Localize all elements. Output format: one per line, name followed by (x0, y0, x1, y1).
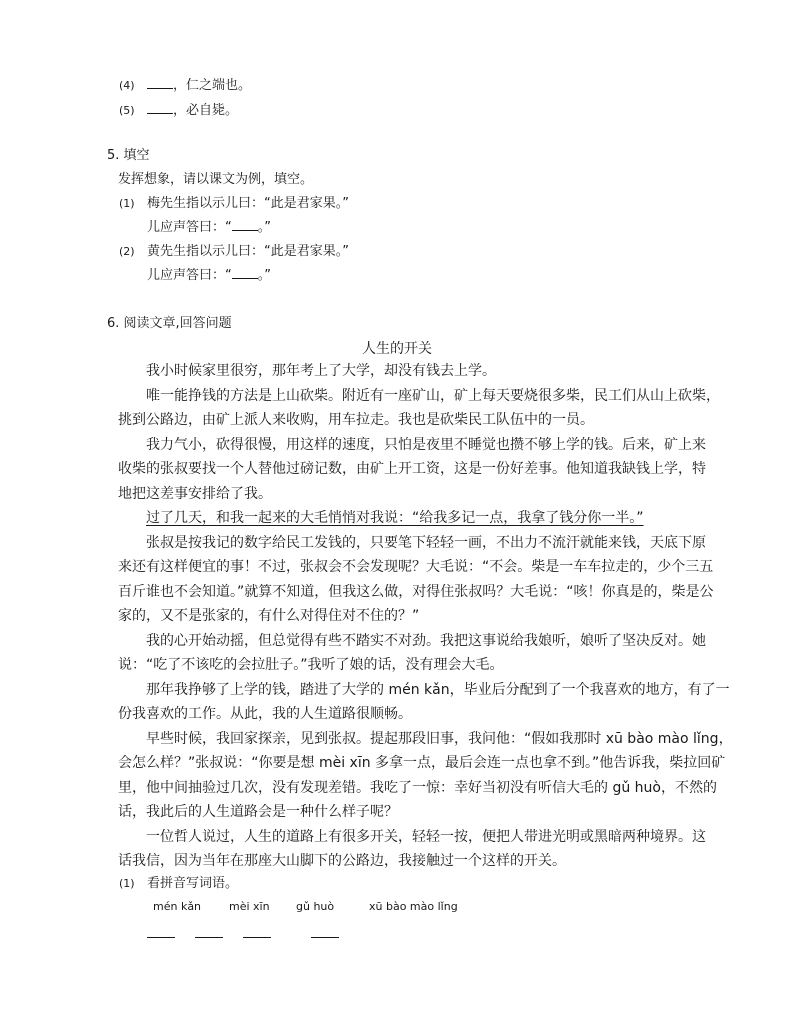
pinyin-prompt: gǔ huò (296, 900, 335, 913)
article-line: 家的，又不是张家的，有什么对得住对不住的？” (118, 608, 420, 624)
article-line: 份我喜欢的工作。从此，我的人生道路很顺畅。 (118, 706, 412, 722)
article-line: 挑到公路边，由矿上派人来收购，用车拉走。我也是砍柴民工队伍中的一员。 (118, 412, 594, 428)
article-line: 我的心开始动摇，但总觉得有些不踏实不对劲。我把这事说给我娘听，娘听了坚决反对。她 (146, 633, 706, 649)
answer-blank[interactable] (311, 937, 339, 938)
pinyin-prompt: mén kǎn (153, 900, 202, 913)
fill-item-5 (147, 101, 238, 121)
question-5-instruction: 发挥想象，请以课文为例，填空。 (118, 172, 314, 187)
article-line: 话，我此后的人生道路会是一种什么样子呢？ (118, 804, 398, 820)
item-number: (1) (119, 877, 135, 890)
pinyin-prompt: mèi xīn (229, 900, 270, 913)
pinyin-prompt: xū bào mào lǐng (369, 900, 458, 913)
answer-blank[interactable] (232, 266, 258, 279)
article-line: 一位哲人说过，人生的道路上有很多开关，轻轻一按，便把人带进光明或黑暗两种境界。这 (146, 829, 706, 845)
item-number: (2) (119, 245, 135, 258)
article-line: 我力气小，砍得很慢，用这样的速度，只怕是夜里不睡觉也攒不够上学的钱。后来，矿上来 (146, 437, 706, 453)
answer-suffix: 。” (257, 268, 271, 283)
article-line: 我小时候家里很穷，那年考上了大学，却没有钱去上学。 (146, 363, 496, 379)
item-answer-line (147, 266, 271, 286)
question-6-heading: 6. 阅读文章,回答问题 (107, 316, 232, 331)
answer-blank[interactable] (243, 937, 271, 938)
article-line: 里，他中间抽验过几次，没有发现差错。我吃了一惊：幸好当初没有听信大毛的 gǔ huò，不然的 (118, 780, 717, 796)
item-number: (5) (119, 104, 135, 117)
answer-blank[interactable] (147, 101, 173, 114)
answer-blank[interactable] (147, 937, 175, 938)
article-line: 收柴的张叔要找一个人替他过磅记数，由矿上开工资，这是一份好差事。他知道我缺钱上学，特 (118, 461, 706, 477)
article-line: 那年我挣够了上学的钱，踏进了大学的 mén kǎn，毕业后分配到了一个我喜欢的地方，有了一 (146, 682, 730, 698)
answer-prefix: 儿应声答曰：“ (147, 220, 232, 235)
answer-suffix: 。” (257, 220, 271, 235)
item-line: 黄先生指以示儿曰：“此是君家果。” (147, 244, 349, 259)
article-title: 人生的开关 (362, 341, 432, 357)
article-line: 张叔是按我记的数字给民工发钱的，只要笔下轻轻一画，不出力不流汗就能来钱，天底下原 (146, 535, 706, 551)
sub-question-1-text: 看拼音写词语。 (147, 876, 239, 891)
answer-blank[interactable] (232, 218, 258, 231)
item-number: (1) (119, 197, 135, 210)
article-line: 地把这差事安排给了我。 (118, 486, 272, 502)
article-line: 会怎么样？”张叔说：“你要是想 mèi xīn 多拿一点，最后会连一点也拿不到。”他告诉我，柴拉回矿 (118, 755, 726, 771)
fill-item-4 (147, 76, 251, 96)
article-line: 说：“吃了不该吃的会拉肚子。”我听了娘的话，没有理会大毛。 (118, 657, 504, 673)
article-line: 早些时候，我回家探亲，见到张叔。提起那段旧事，我问他：“假如我那时 xū bào mào lǐng， (146, 731, 733, 747)
article-line: 唯一能挣钱的方法是上山砍柴。附近有一座矿山，矿上每天要烧很多柴，民工们从山上砍柴， (146, 388, 720, 404)
item-answer-line (147, 218, 271, 238)
question-5-heading: 5. 填空 (107, 148, 150, 163)
answer-prefix: 儿应声答曰：“ (147, 268, 232, 283)
answer-blank[interactable] (195, 937, 223, 938)
article-line: 来还有这样便宜的事！不过，张叔会不会发现呢？大毛说：“不会。柴是一车车拉走的，少个三五 (118, 559, 714, 575)
underlined-sentence: 过了几天，和我一起来的大毛悄悄对我说：“给我多记一点，我拿了钱分你一半。” (146, 510, 644, 526)
article-line: 话我信，因为当年在那座大山脚下的公路边，我接触过一个这样的开关。 (118, 853, 566, 869)
item-number: (4) (119, 79, 135, 92)
answer-blank[interactable] (147, 76, 173, 89)
item-line: 梅先生指以示儿曰：“此是君家果。” (147, 196, 349, 211)
item-text: ，仁之端也。 (173, 78, 252, 93)
article-line: 百斤谁也不会知道。”就算不知道，但我这么做，对得住张叔吗？大毛说：“咳！你真是的，柴是公 (118, 584, 714, 600)
item-text: ，必自毙。 (173, 103, 239, 118)
